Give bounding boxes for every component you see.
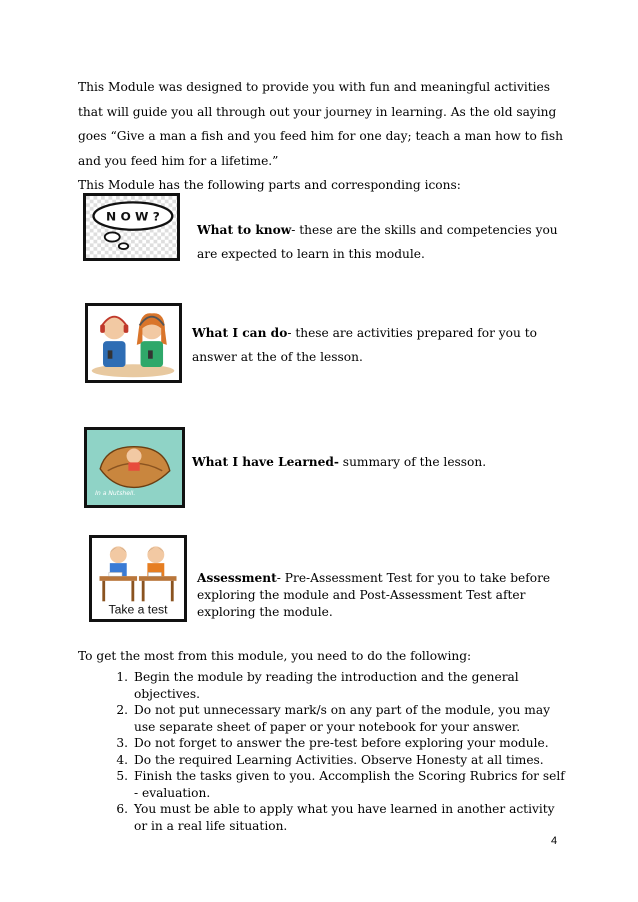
part-what-i-have-learned [192, 450, 567, 474]
part-description: - Pre-Assessment Test for you to take before exploring the module and Post-Assessment Test after exploring the module. [197, 571, 551, 619]
intro-parts-lead: This Module has the following parts and corresponding icons: [78, 178, 461, 192]
kids-with-headphones-icon [85, 303, 182, 383]
instructions-list [97, 669, 567, 834]
in-a-nutshell-icon [84, 427, 185, 508]
part-title: What I can do [192, 326, 288, 340]
now-icon-text: N O W ? [106, 209, 160, 224]
list-item: 4. Do the required Learning Activities. Observe Honesty at all times. [116, 752, 544, 767]
part-what-i-can-do [192, 321, 567, 369]
list-item: 2. Do not put unnecessary mark/s on any part of the module, you may use separate sheet of paper or your notebook for your answer. [116, 703, 551, 734]
instructions-lead: To get the most from this module, you need to do the following: [78, 649, 472, 663]
part-description: - these are activities prepared for you to answer at the of the lesson. [192, 326, 537, 364]
part-what-to-know [197, 218, 567, 266]
part-description: summary of the lesson. [338, 455, 487, 469]
list-item: 3. Do not forget to answer the pre-test before exploring your module. [116, 736, 549, 750]
part-assessment [197, 570, 567, 621]
now-thought-bubble-icon [83, 193, 180, 261]
intro-section [78, 75, 578, 198]
take-a-test-icon [89, 535, 187, 622]
part-title: What I have Learned- [192, 455, 339, 469]
page-number: 4 [551, 835, 558, 847]
intro-paragraph: This Module was designed to provide you with fun and meaningful activities that will guide you all through out your journey in learning. As the old saying goes “Give a man a fish and you feed him for one day; teach a man how to fish and you feed him for a lifetime.” [78, 80, 563, 168]
test-icon-text: Take a test [108, 602, 168, 617]
list-item: 6. You must be able to apply what you have learned in another activity or in a real life situation. [116, 802, 555, 833]
part-description: - these are the skills and competencies you are expected to learn in this module. [197, 223, 558, 261]
list-item: 5. Finish the tasks given to you. Accomplish the Scoring Rubrics for self - evaluation. [116, 769, 565, 800]
part-title: What to know [197, 223, 292, 237]
nutshell-icon-text: In a Nutshell. [95, 489, 136, 497]
part-title: Assessment [197, 571, 277, 585]
list-item: 1. Begin the module by reading the introduction and the general objectives. [116, 670, 519, 701]
